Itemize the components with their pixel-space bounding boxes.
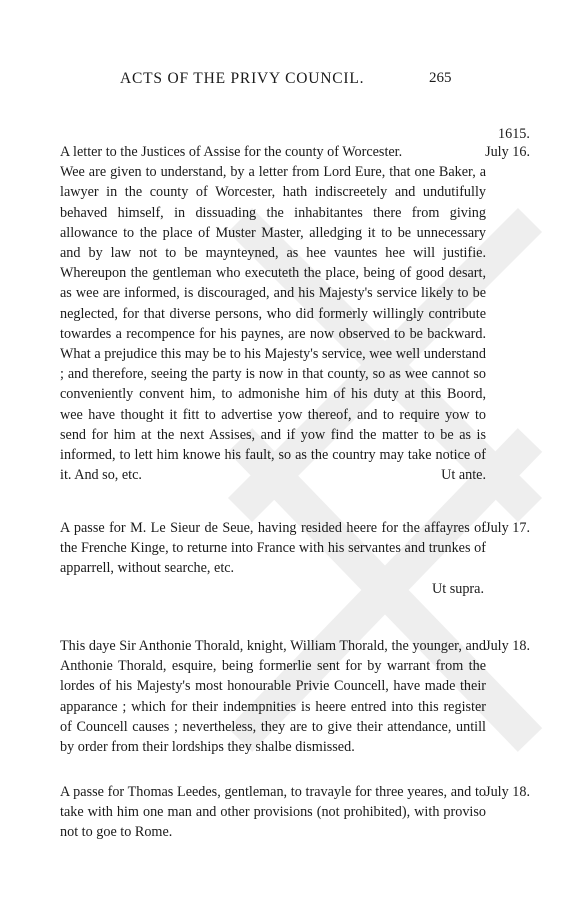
entry-body: A passe for M. Le Sieur de Seue, having resided heere for the affayres of the Frenche Kinge, to returne into France with his servantes and trunkes of apparrell, without searche, etc. bbox=[60, 520, 486, 577]
entry-closing: Ut ante. bbox=[441, 467, 486, 484]
entry-body: Wee are given to understand, by a letter from Lord Eure, that one Baker, a lawyer in the county of Worcester, hath indiscreetely and undutifully behaved himself, in dissuading the inhabitantes there from giving allowance to the place of Muster Master, alledging it to be unnecessary and by law not to be maynteyned, as hee vauntes hee will justifie. Whereupon the gentleman who executeth the place, being of good desart, as wee are informed, is discouraged, and his Majesty's service likely to be neglected, for that diverse persons, who did formerly willingly contribute towardes a recompence for his paynes, are now observed to be backward. What a prejudice this may be to his Majesty's service, wee well understand ; and therefore, seeing the party is now in that county, so as wee cannot so conveniently convent him, to admonishe him of his duty at this Boord, wee have thought it fitt to advertise yow thereof, and to require yow to send for him at the next Assises, and if yow find the matter to be as is informed, to lett him knowe his fault, so as the country may take notice of it. And so, etc. bbox=[60, 164, 486, 484]
margin-date-entry-1: July 16. bbox=[485, 144, 530, 160]
entry-closing: Ut supra. bbox=[431, 580, 484, 597]
entry-passe-leedes bbox=[60, 782, 486, 843]
entry-body: A passe for Thomas Leedes, gentleman, to travayle for three yeares, and to take with him one man and other provisions (not prohibited), with proviso not to goe to Rome. bbox=[60, 784, 486, 841]
entry-thorald-appearance bbox=[60, 636, 486, 757]
entry-letter-worcester bbox=[60, 142, 516, 485]
entry-body: This daye Sir Anthonie Thorald, knight, William Thorald, the younger, and Anthonie Thorald, esquire, being formerlie sent for by warrant from the lordes of his Majesty's most honourable Privie Councell, have made their apparance ; which for their indempnities is heere entred into this register of Councell causes ; nevertheless, they are to give their attendance, untill by order from their lordships they shalbe dismissed. bbox=[60, 638, 486, 756]
page-number: 265 bbox=[429, 70, 452, 86]
entry-heading: A letter to the Justices of Assise for the county of Worcester. bbox=[60, 144, 403, 160]
margin-date-entry-3: July 18. bbox=[485, 638, 530, 654]
running-title: ACTS OF THE PRIVY COUNCIL. bbox=[120, 70, 365, 87]
margin-date-entry-2: July 17. bbox=[485, 520, 530, 536]
page-header bbox=[60, 70, 530, 100]
entry-passe-seue bbox=[60, 518, 486, 599]
margin-date-entry-4: July 18. bbox=[485, 784, 530, 800]
margin-year: 1615. bbox=[498, 126, 530, 142]
